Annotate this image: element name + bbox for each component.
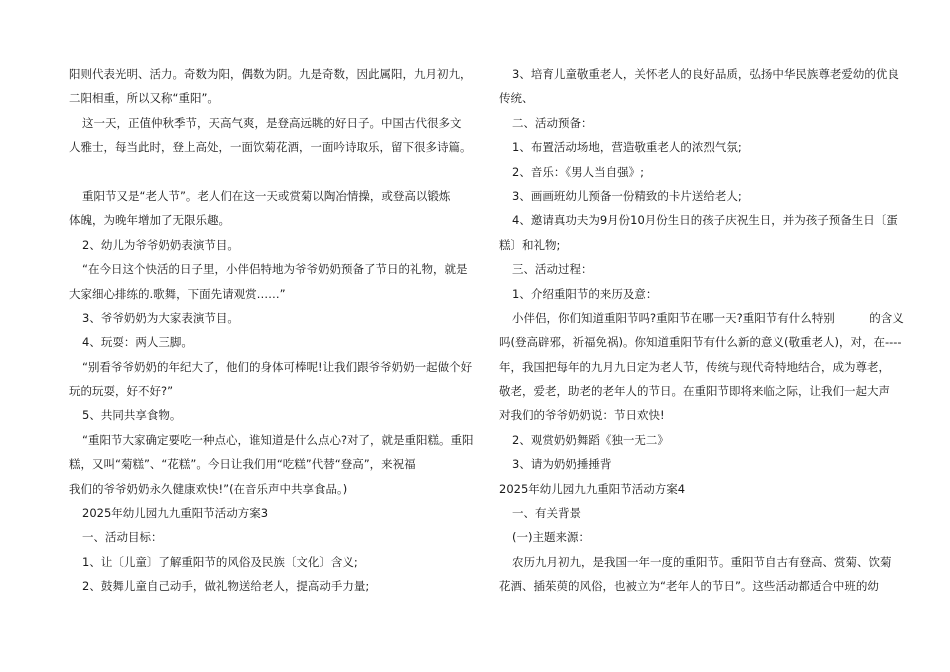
- text-line: 二、活动预备：: [512, 115, 593, 130]
- text-line: 4、玩耍：两人三脚。: [82, 335, 193, 350]
- text-line: 2025年幼儿园九九重阳节活动方案4: [499, 481, 686, 496]
- text-line: “别看爷爷奶奶的年纪大了，他们的身体可棒呢!让我们跟爷爷奶奶一起做个好: [82, 359, 473, 374]
- text-line: 玩的玩耍，好不好?”: [69, 384, 174, 399]
- text-line: 2、观赏奶奶舞蹈《独一无二》: [512, 432, 669, 447]
- left-text-column: [69, 62, 474, 599]
- text-line: 糕，又叫“菊糕”、“花糕”。今日让我们用“吃糕”代替“登高”，来祝福: [69, 457, 416, 472]
- text-line: 敬老，爱老，助老的老年人的节日。在重阳节即将来临之际，让我们一起大声: [499, 384, 890, 399]
- text-line: 小伴侣，你们知道重阳节吗?重阳节在哪一天?重阳节有什么特别 的含义: [512, 310, 904, 325]
- text-line: 大家细心排练的.歌舞，下面先请观赏……”: [69, 286, 286, 301]
- text-line: 1、布置活动场地，营造敬重老人的浓烈气氛;: [512, 140, 742, 155]
- text-line: 花酒、插茱萸的风俗，也被立为“老年人的节日”。这些活动都适合中班的幼: [499, 579, 879, 594]
- text-line: 糕〕和礼物;: [499, 237, 561, 252]
- text-line: 二阳相重，所以又称“重阳”。: [69, 91, 219, 106]
- text-line: 2、幼儿为爷爷奶奶表演节目。: [82, 237, 239, 252]
- text-line: 3、请为奶奶捶捶背: [512, 457, 612, 472]
- right-text-column: [499, 62, 904, 599]
- text-line: 1、介绍重阳节的来历及意：: [512, 286, 658, 301]
- text-line: 年，我国把每年的九月九日定为老人节，传统与现代奇特地结合，成为尊老，: [499, 359, 890, 374]
- text-line: 2025年幼儿园九九重阳节活动方案3: [82, 506, 269, 521]
- text-line: 阳则代表光明、活力。奇数为阳，偶数为阴。九是奇数，因此属阳，九月初九，: [69, 67, 472, 81]
- text-line: 2、鼓舞儿童自己动手，做礼物送给老人，提高动手力量;: [82, 579, 370, 594]
- text-line: 三、活动过程：: [512, 262, 593, 277]
- text-line: 对我们的爷爷奶奶说：节日欢快!: [499, 408, 665, 423]
- text-line: (一)主题来源：: [512, 530, 590, 545]
- text-line: 体魄，为晚年增加了无限乐趣。: [69, 213, 230, 228]
- text-line: 2、音乐：《男人当自强》;: [512, 164, 644, 179]
- text-line: 一、活动目标：: [82, 530, 163, 545]
- text-line: 这一天，正值仲秋季节，天高气爽，是登高远眺的好日子。中国古代很多文: [82, 115, 462, 130]
- blank-line: [69, 160, 449, 184]
- text-line: “重阳节大家确定要吃一种点心，谁知道是什么点心?对了，就是重阳糕。重阳: [82, 432, 474, 447]
- text-line: 一、有关背景: [512, 506, 581, 521]
- text-line: 3、画画班幼儿预备一份精致的卡片送给老人;: [512, 188, 742, 203]
- text-line: 人雅士，每当此时，登上高处，一面饮菊花酒，一面吟诗取乐，留下很多诗篇。: [69, 140, 472, 155]
- text-line: 5、共同共享食物。: [82, 408, 182, 423]
- text-line: 吗(登高辟邪，祈福免祸)。你知道重阳节有什么新的意义(敬重老人)，对，在----: [499, 335, 902, 350]
- text-line: 4、邀请真功夫为9月份10月份生日的孩子庆祝生日，并为孩子预备生日〔蛋: [512, 213, 898, 228]
- text-line: “在今日这个快活的日子里，小伴侣特地为爷爷奶奶预备了节日的礼物，就是: [82, 262, 468, 277]
- text-line: 我们的爷爷奶奶永久健康欢快!”(在音乐声中共享食品。): [69, 481, 348, 496]
- text-line: 3、爷爷奶奶为大家表演节目。: [82, 310, 239, 325]
- text-line: 1、让〔儿童〕了解重阳节的风俗及民族〔文化〕含义;: [82, 554, 358, 569]
- text-line: 3、培育儿童敬重老人，关怀老人的良好品质，弘扬中华民族尊老爱幼的优良: [512, 67, 899, 81]
- text-line: 农历九月初九，是我国一年一度的重阳节。重阳节自古有登高、赏菊、饮菊: [512, 554, 892, 569]
- text-line: 重阳节又是“老人节”。老人们在这一天或赏菊以陶冶情操，或登高以锻炼: [82, 188, 451, 203]
- text-line: 传统、: [499, 91, 534, 106]
